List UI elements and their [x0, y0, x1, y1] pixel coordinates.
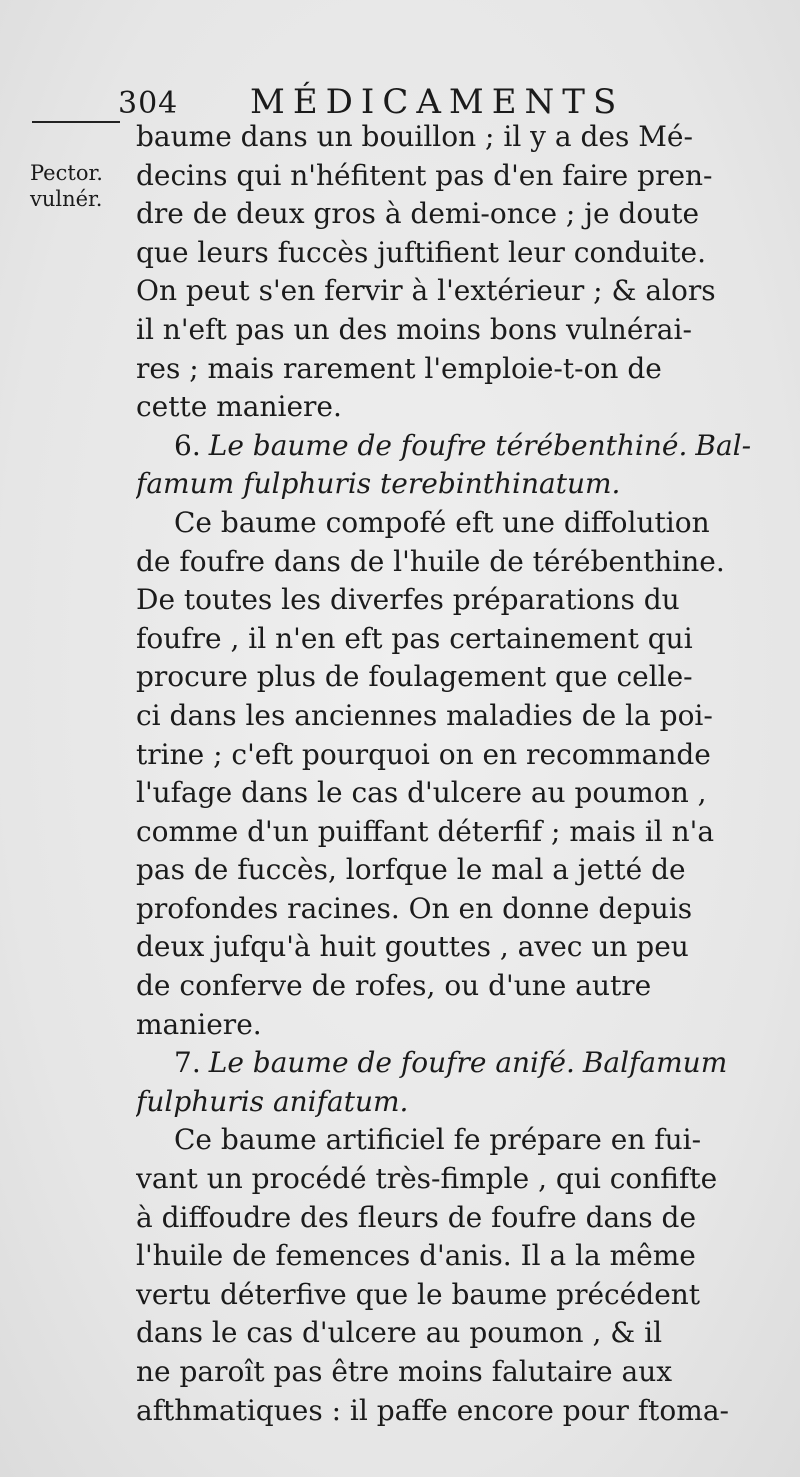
- text-line: deux jufqu'à huit gouttes , avec un peu: [136, 930, 689, 964]
- text-line: profondes racines. On en donne depuis: [136, 891, 693, 925]
- section7-title-latin-part2: fulphuris anifatum.: [136, 1084, 409, 1118]
- text-line: procure plus de foulagement que celle-: [136, 660, 693, 694]
- text-line: baume dans un bouillon ; il y a des Mé-: [136, 120, 693, 153]
- text-line: que leurs fuccès juftifient leur conduite.: [136, 235, 707, 269]
- text-line: ne paroît pas être moins falutaire aux: [136, 1355, 673, 1388]
- text-line: res ; mais rarement l'emploie-t-on de: [136, 351, 662, 385]
- text-line: pas de fuccès, lorfque le mal a jetté de: [136, 853, 686, 887]
- section7-number: 7.: [174, 1046, 201, 1080]
- text-line: de foufre dans de l'huile de térébenthine.: [136, 544, 725, 578]
- section7-title-latin-part1: Balfamum: [582, 1046, 728, 1080]
- section6-heading: [136, 427, 766, 466]
- margin-note-pector: Pector.: [30, 161, 103, 185]
- text-line: l'huile de femences d'anis. Il a la même: [136, 1239, 696, 1273]
- text-line: il n'eft pas un des moins bons vulnérai-: [136, 312, 692, 346]
- section6-number: 6.: [174, 428, 201, 462]
- margin-note-vulner: vulnér.: [30, 187, 103, 211]
- text-line: decins qui n'héfitent pas d'en faire pren-: [136, 158, 713, 192]
- text-line: vertu déterfive que le baume précédent: [136, 1277, 701, 1311]
- section6-title-latin-part2: famum fulphuris terebinthinatum.: [136, 467, 621, 501]
- text-line: cette maniere.: [136, 390, 342, 424]
- section7-title-french: Le baume de foufre anifé.: [208, 1046, 575, 1080]
- text-line: trine ; c'eft pourquoi on en recommande: [136, 737, 711, 771]
- margin-rule: [32, 121, 120, 123]
- page-number: 304: [118, 86, 179, 121]
- section7-heading: [136, 1044, 766, 1083]
- text-line: afthmatiques : il paffe encore pour ftoma-: [136, 1393, 729, 1427]
- running-title: MÉDICAMENTS: [250, 82, 625, 122]
- text-line: foufre , il n'en eft pas certainement qui: [136, 621, 693, 655]
- text-line: dans le cas d'ulcere au poumon , & il: [136, 1316, 663, 1350]
- text-line: ci dans les anciennes maladies de la poi-: [136, 698, 713, 732]
- body-text: [136, 118, 766, 1430]
- text-line: vant un procédé très-fimple , qui confifte: [136, 1162, 718, 1196]
- section6-title-french: Le baume de foufre térébenthiné.: [208, 428, 688, 462]
- text-line: l'ufage dans le cas d'ulcere au poumon ,: [136, 776, 707, 810]
- text-line: maniere.: [136, 1007, 262, 1041]
- text-line: dre de deux gros à demi-once ; je doute: [136, 197, 700, 231]
- text-line: Ce baume artificiel fe prépare en fui-: [174, 1123, 702, 1157]
- text-line: comme d'un puiffant déterfif ; mais il n'a: [136, 814, 715, 848]
- text-line: de conferve de rofes, ou d'une autre: [136, 969, 652, 1003]
- text-line: On peut s'en fervir à l'extérieur ; & alors: [136, 274, 716, 308]
- text-line: Ce baume compofé eft une diffolution: [174, 505, 710, 539]
- text-line: à diffoudre des fleurs de foufre dans de: [136, 1200, 697, 1234]
- text-line: De toutes les diverfes préparations du: [136, 583, 680, 617]
- section6-title-latin-part1: Bal-: [695, 428, 752, 462]
